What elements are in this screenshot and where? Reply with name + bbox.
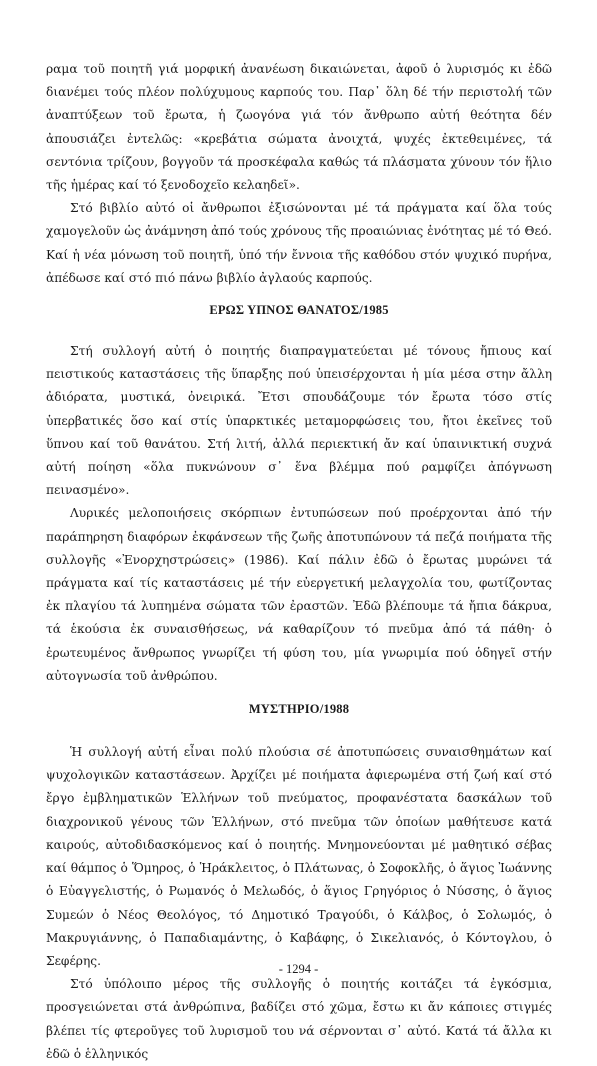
section2-paragraph-2: Στό ὑπόλοιπο μέρος τῆς συλλογῆς ὁ ποιητής κοιτάζει τά ἐγκόσμια, προσγειώνεται στά ἀνθρώπινα, βαδίζει στό χῶμα, ἔστω κι ἄν κάποιες στιγμές βλέπει τίς φτεροῦγες τοῦ λυρισμοῦ του νά σέρνονται σ᾽ αὐτό. Κατά τά ἄλλα κι ἐδῶ ὁ ἑλληνικός bbox=[46, 977, 552, 1061]
section1-paragraph-2: Λυρικές μελοποιήσεις σκόρπιων ἐντυπώσεων πού προέρχονται ἀπό τήν παράπηρηση διαφόρων ἐκφάνσεων τῆς ζωῆς ἀποτυπώνουν τά πεζά ποιήματα τῆς συλλογῆς «Ἐνορχηστρώσεις» (1986). Καί πάλιν ἐδῶ ὁ ἔρωτας μυρώνει τά πράγματα καί τίς καταστάσεις μέ τήν εὐεργετική μελαγχολία του, φωτίζοντας ἐκ πλαγίου τά λυπημένα σώματα τῶν ἐραστῶν. Ἐδῶ βλέπουμε τά ἤπια δάκρυα, τά ἑκούσια ἐκ συναισθήσεως, νά καθαρίζουν τό πνεῦμα ἀπό τά πάθη· ὁ ἐρωτευμένος ἄνθρωπος γνωρίζει τή φύση του, μία γνωριμία πού ὁδηγεῖ στήν αὐτογνωσία τοῦ ἀνθρώπου. bbox=[46, 506, 552, 683]
section2-paragraph-1: Ἡ συλλογή αὐτή εἶναι πολύ πλούσια σέ ἀποτυπώσεις συναισθημάτων καί ψυχολογικῶν καταστάσεων. Ἀρχίζει μέ ποιήματα ἀφιερωμένα στή ζωή καί στό ἔργο ἐμβληματικῶν Ἑλλήνων τοῦ πνεύματος, προφανέστατα δασκάλων τοῦ διαχρονικοῦ γένους τῶν Ἑλλήνων, στό πνεῦμα τῶν ὁποίων μαθήτευσε κατά καιρούς, αὐτοδιδασκόμενος καί ὁ ποιητής. Μνημονεύονται μέ μαθητικό σέβας καί θάμπος ὁ Ὅμηρος, ὁ Ἡράκλειτος, ὁ Πλάτωνας, ὁ Σοφοκλῆς, ὁ ἅγιος Ἰωάννης ὁ Εὐαγγελιστής, ὁ Ρωμανός ὁ Μελωδός, ὁ ἅγιος Γρηγόριος ὁ Νύσσης, ὁ ἅγιος Συμεών ὁ Νέος Θεολόγος, τό Δημοτικό Τραγούδι, ὁ Κάλβος, ὁ Σολωμός, ὁ Μακρυγιάννης, ὁ Παπαδιαμάντης, ὁ Καβάφης, ὁ Σικελιανός, ὁ Κόντογλου, ὁ Σεφέρης. bbox=[46, 745, 552, 968]
section-title-eros: ΕΡΩΣ ΥΠΝΟΣ ΘΑΝΑΤΟΣ/1985 bbox=[209, 303, 389, 318]
intro-paragraph-1: ραμα τοῦ ποιητῆ γιά μορφική ἀνανέωση δικαιώνεται, ἀφοῦ ὁ λυρισμός κι ἐδῶ διανέμει τούς πλέον πολύχυμους καρπούς του. Παρ᾽ ὅλη δέ τήν περιστολή τῶν ἀναπτύξεων τοῦ ἔρωτα, ἡ ζωογόνα γιά τόν ἄνθρωπο αὐτή θεότητα δέν ἀπουσιάζει ἐντελῶς: «κρεβάτια σώματα ἀνοιχτά, ψυχές ἐκτεθειμένες, τά σεντόνια τρίζουν, βογγοῦν τά προσκέφαλα καθώς τά πλάσματα χύνουν τόν ἥλιο τῆς ἡμέρας καί τό ξενοδοχεῖο κελαηδεῖ». bbox=[46, 62, 552, 193]
document-page bbox=[46, 58, 552, 1066]
section-title-mystirio: ΜΥΣΤΗΡΙΟ/1988 bbox=[248, 702, 350, 717]
intro-paragraph-2: Στό βιβλίο αὐτό οἱ ἄνθρωποι ἐξισώνονται μέ τά πράγματα καί ὅλα τούς χαμογελοῦν ὡς ἀνάμνηση ἀπό τούς χρόνους τῆς προαιώνιας ἑνότητας μέ τό Θεό. Καί ἡ νέα μόνωση τοῦ ποιητῆ, ὑπό τήν ἔννοια τῆς καθόδου στόν ψυχικό πυρήνα, ἀπέδωσε καί στό πιό πάνω βιβλίο ἀγλαούς καρπούς. bbox=[46, 201, 552, 285]
section1-paragraph-1: Στή συλλογή αὐτή ὁ ποιητής διαπραγματεύεται μέ τόνους ἤπιους καί πειστικούς καταστάσεις τῆς ὕπαρξης πού ὑπεισέρχονται ἡ μία μέσα στην ἄλλη ἀδιόρατα, μυστικά, ὀνειρικά. Ἔτσι σπουδάζουμε τόν ἔρωτα τόσο στίς ὑπερβατικές ὅσο καί στίς ὑπαρκτικές μεταμορφώσεις του, ἤτοι ἐκεῖνες τοῦ ὕπνου καί τοῦ θανάτου. Στή λιτή, ἀλλά περιεκτική ἄν καί ὑπαινικτική συχνά αὐτή ποίηση «ὅλα πυκνώνουν σ᾽ ἕνα βλέμμα πού ραμφίζει ἀπόγνωση πεινασμένο». bbox=[46, 344, 552, 498]
page-number: - 1294 - bbox=[278, 962, 319, 976]
